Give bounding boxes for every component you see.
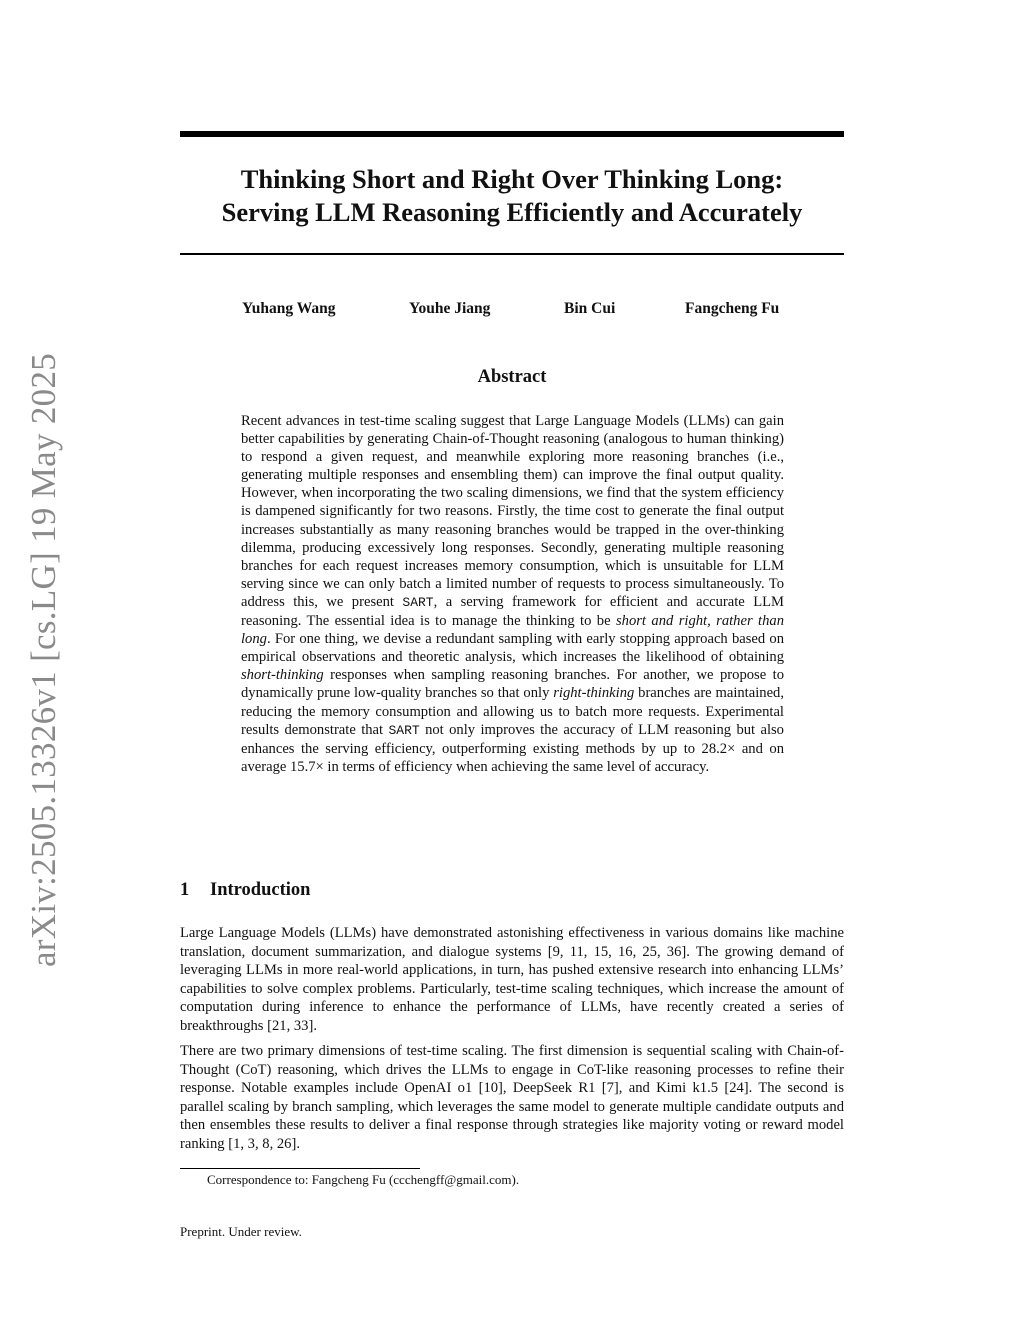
section-number: 1 — [180, 880, 190, 900]
abstract-paragraph — [241, 412, 784, 776]
system-name: SART — [388, 722, 420, 738]
emphasis-text: right-thinking — [553, 685, 635, 702]
title-line-2: Serving LLM Reasoning Efficiently and Accurately — [221, 197, 803, 227]
body-paragraph: There are two primary dimensions of test-time scaling. The first dimension is sequential scaling with Chain-of-Thought (CoT) reasoning, which drives the LLMs to engage in CoT-like reasoning processes to refine their response. Notable examples include OpenAI o1 [10], DeepSeek R1 [7], and Kimi k1.5 [24]. The second is parallel scaling by branch sampling, which leverages the same model to generate multiple candidate outputs and then ensembles these results to deliver a final response through strategies like majority voting or reward model ranking [1, 3, 8, 26]. — [180, 1043, 844, 1152]
title-line-1: Thinking Short and Right Over Thinking Long: — [240, 164, 784, 194]
author-name: Fangcheng Fu — [685, 300, 780, 317]
author-name: Yuhang Wang — [242, 300, 336, 317]
author-name: Youhe Jiang — [409, 300, 491, 317]
preprint-note: Preprint. Under review. — [180, 1224, 302, 1239]
abstract-text: Recent advances in test-time scaling suggest that Large Language Models (LLMs) can gain better capabilities by generating Chain-of-Thought reasoning (analogous to human thinking) to respond a given request, and meanwhile exploring more reasoning branches (i.e., generating multiple responses and ensembling them) can improve the final output quality. However, when incorporating the two scaling dimensions, we find that the system efficiency is dampened significantly for two reasons. Firstly, the time cost to generate the final output increases substantially as many reasoning branches would be trapped in the over-thinking dilemma, producing excessively long responses. Secondly, generating multiple reasoning branches for each request increases memory consumption, which is unsuitable for LLM serving since we can only batch a limited number of requests to process simultaneously. To address this, we present — [241, 413, 784, 610]
author-name: Bin Cui — [564, 300, 616, 317]
body-paragraph: Large Language Models (LLMs) have demonstrated astonishing effectiveness in various domains like machine translation, document summarization, and dialogue systems [9, 11, 15, 16, 25, 36]. The growing demand of leveraging LLMs in more real-world applications, in turn, has pushed extensive research into enhancing LLMs’ capabilities to solve complex problems. Particularly, test-time scaling techniques, which increase the amount of computation during inference to enhance the performance of LLMs, have recently created a series of breakthroughs [21, 33]. — [180, 925, 844, 1034]
introduction-body — [180, 924, 844, 1160]
paper-title — [180, 163, 844, 229]
arxiv-side-stamp: arXiv:2505.13326v1 [cs.LG] 19 May 2025 — [24, 352, 63, 968]
abstract-text: responses when sampling reasoning branches. For another, we propose to dynamically prune low-quality branches so that only — [241, 667, 784, 702]
footnote-correspondence: Correspondence to: Fangcheng Fu (ccchengff@gmail.com). — [207, 1172, 520, 1187]
abstract-text: , a serving framework for efficient and accurate LLM reasoning. The essential idea is to manage the thinking to be — [241, 593, 784, 630]
abstract-text: not only improves the accuracy of LLM reasoning but also enhances the serving efficiency, outperforming existing methods by up to 28.2× and on average 15.7× in terms of efficiency when achieving the same level of accuracy. — [241, 721, 784, 775]
section-heading-introduction — [180, 880, 310, 901]
abstract-text: branches are maintained, reducing the memory consumption and allowing us to batch more requests. Experimental results demonstrate that — [241, 685, 784, 738]
author-list — [180, 300, 844, 322]
abstract-text: . For one thing, we devise a redundant sampling with early stopping approach based on empirical observations and theoretic analysis, which increases the likelihood of obtaining — [241, 631, 784, 666]
system-name: SART — [402, 594, 434, 610]
emphasis-text: short and right, rather than long — [241, 613, 784, 648]
title-top-rule — [180, 131, 844, 137]
abstract-heading: Abstract — [477, 367, 547, 387]
footnote-rule — [180, 1168, 420, 1169]
abstract-body — [241, 412, 784, 776]
emphasis-text: short-thinking — [241, 667, 324, 684]
section-title: Introduction — [210, 880, 311, 900]
title-bottom-rule — [180, 253, 844, 255]
